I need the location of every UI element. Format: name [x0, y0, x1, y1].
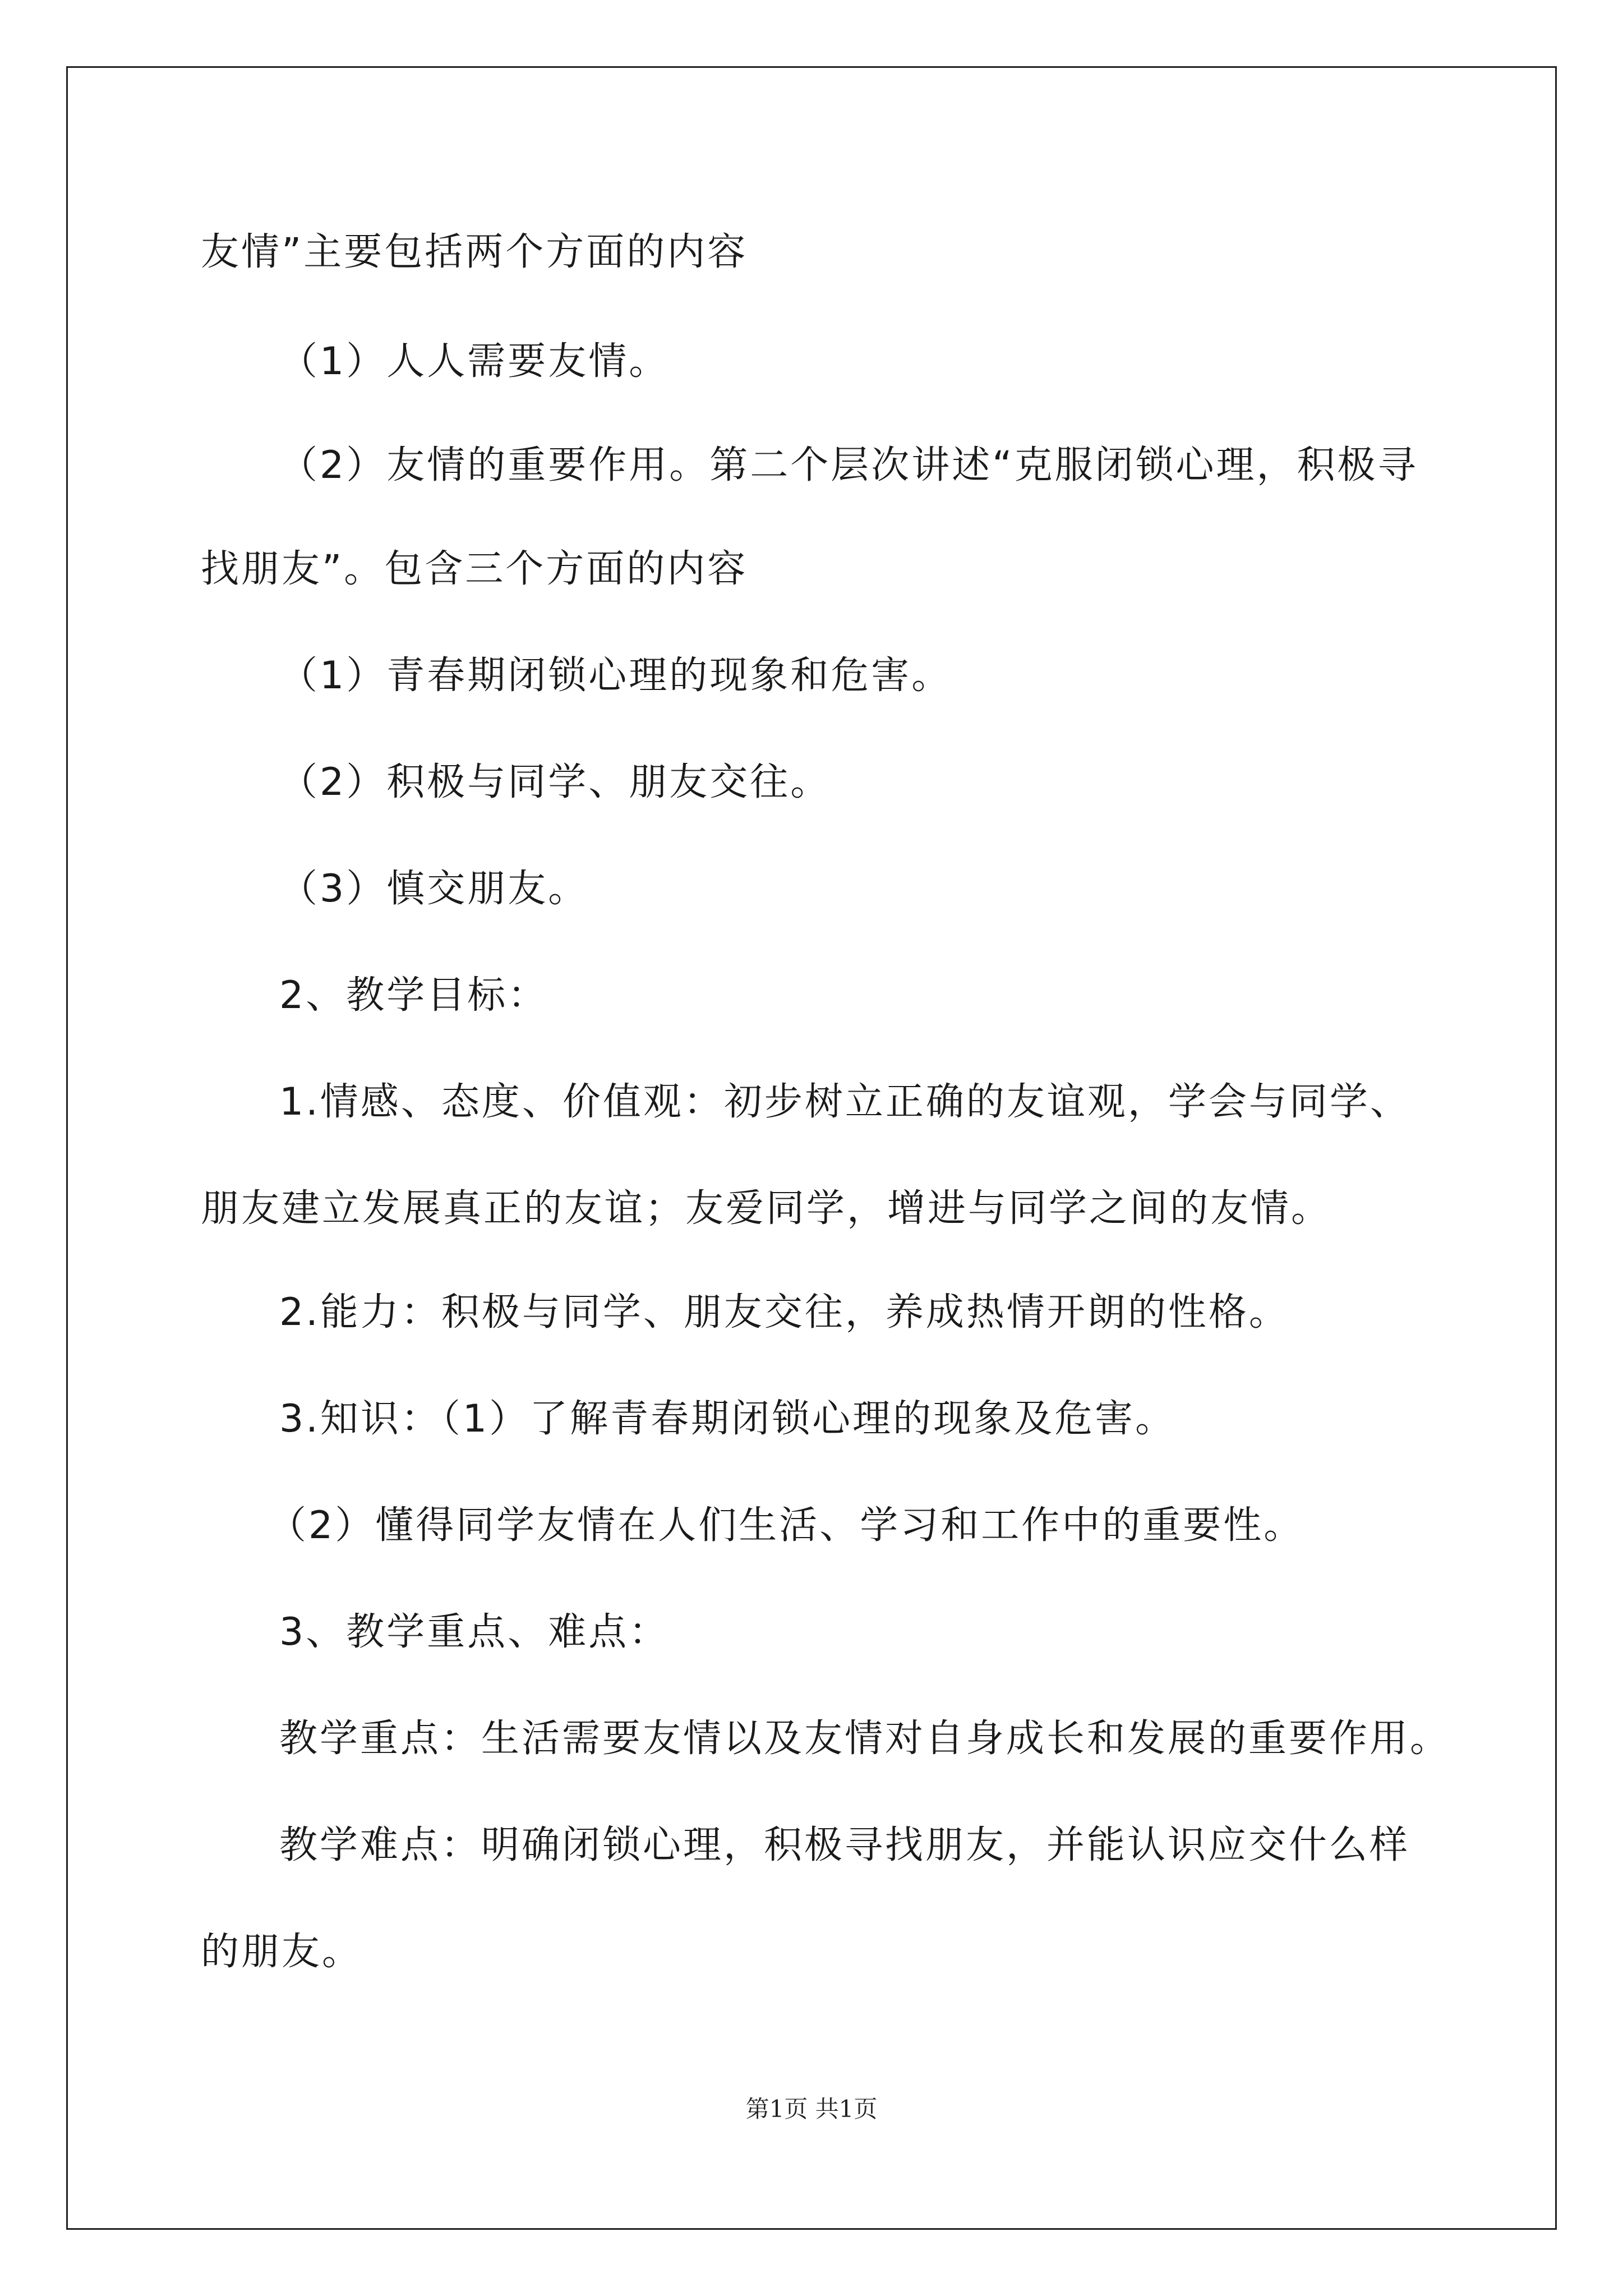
paragraph-line-11: 2.能力：积极与同学、朋友交往，养成热情开朗的性格。 [279, 1290, 1289, 1335]
section-heading-objectives: 2、教学目标： [279, 973, 548, 1018]
paragraph-line-2: （1）人人需要友情。 [279, 339, 670, 384]
paragraph-line-17: 的朋友。 [201, 1930, 363, 1974]
paragraph-line-12: 3.知识：（1）了解青春期闭锁心理的现象及危害。 [279, 1397, 1176, 1441]
paragraph-line-13: （2）懂得同学友情在人们生活、学习和工作中的重要性。 [268, 1503, 1304, 1548]
paragraph-line-5: （1）青春期闭锁心理的现象和危害。 [279, 654, 952, 698]
paragraph-line-10: 朋友建立发展真正的友谊；友爱同学，增进与同学之间的友情。 [201, 1186, 1332, 1231]
section-heading-key-points: 3、教学重点、难点： [279, 1610, 670, 1654]
paragraph-line-9: 1.情感、态度、价值观：初步树立正确的友谊观，学会与同学、 [279, 1080, 1410, 1124]
paragraph-line-1: 友情”主要包括两个方面的内容 [201, 230, 748, 274]
paragraph-line-16: 教学难点：明确闭锁心理，积极寻找朋友，并能认识应交什么样 [279, 1823, 1410, 1867]
paragraph-line-3: （2）友情的重要作用。第二个层次讲述“克服闭锁心理，积极寻 [279, 443, 1418, 487]
page-footer: 第1页 共1页 [745, 2095, 878, 2123]
page-border [66, 66, 1557, 2230]
paragraph-line-7: （3）慎交朋友。 [279, 867, 589, 911]
paragraph-line-4: 找朋友”。包含三个方面的内容 [201, 547, 748, 591]
paragraph-line-15: 教学重点：生活需要友情以及友情对自身成长和发展的重要作用。 [279, 1717, 1451, 1761]
paragraph-line-6: （2）积极与同学、朋友交往。 [279, 760, 831, 804]
